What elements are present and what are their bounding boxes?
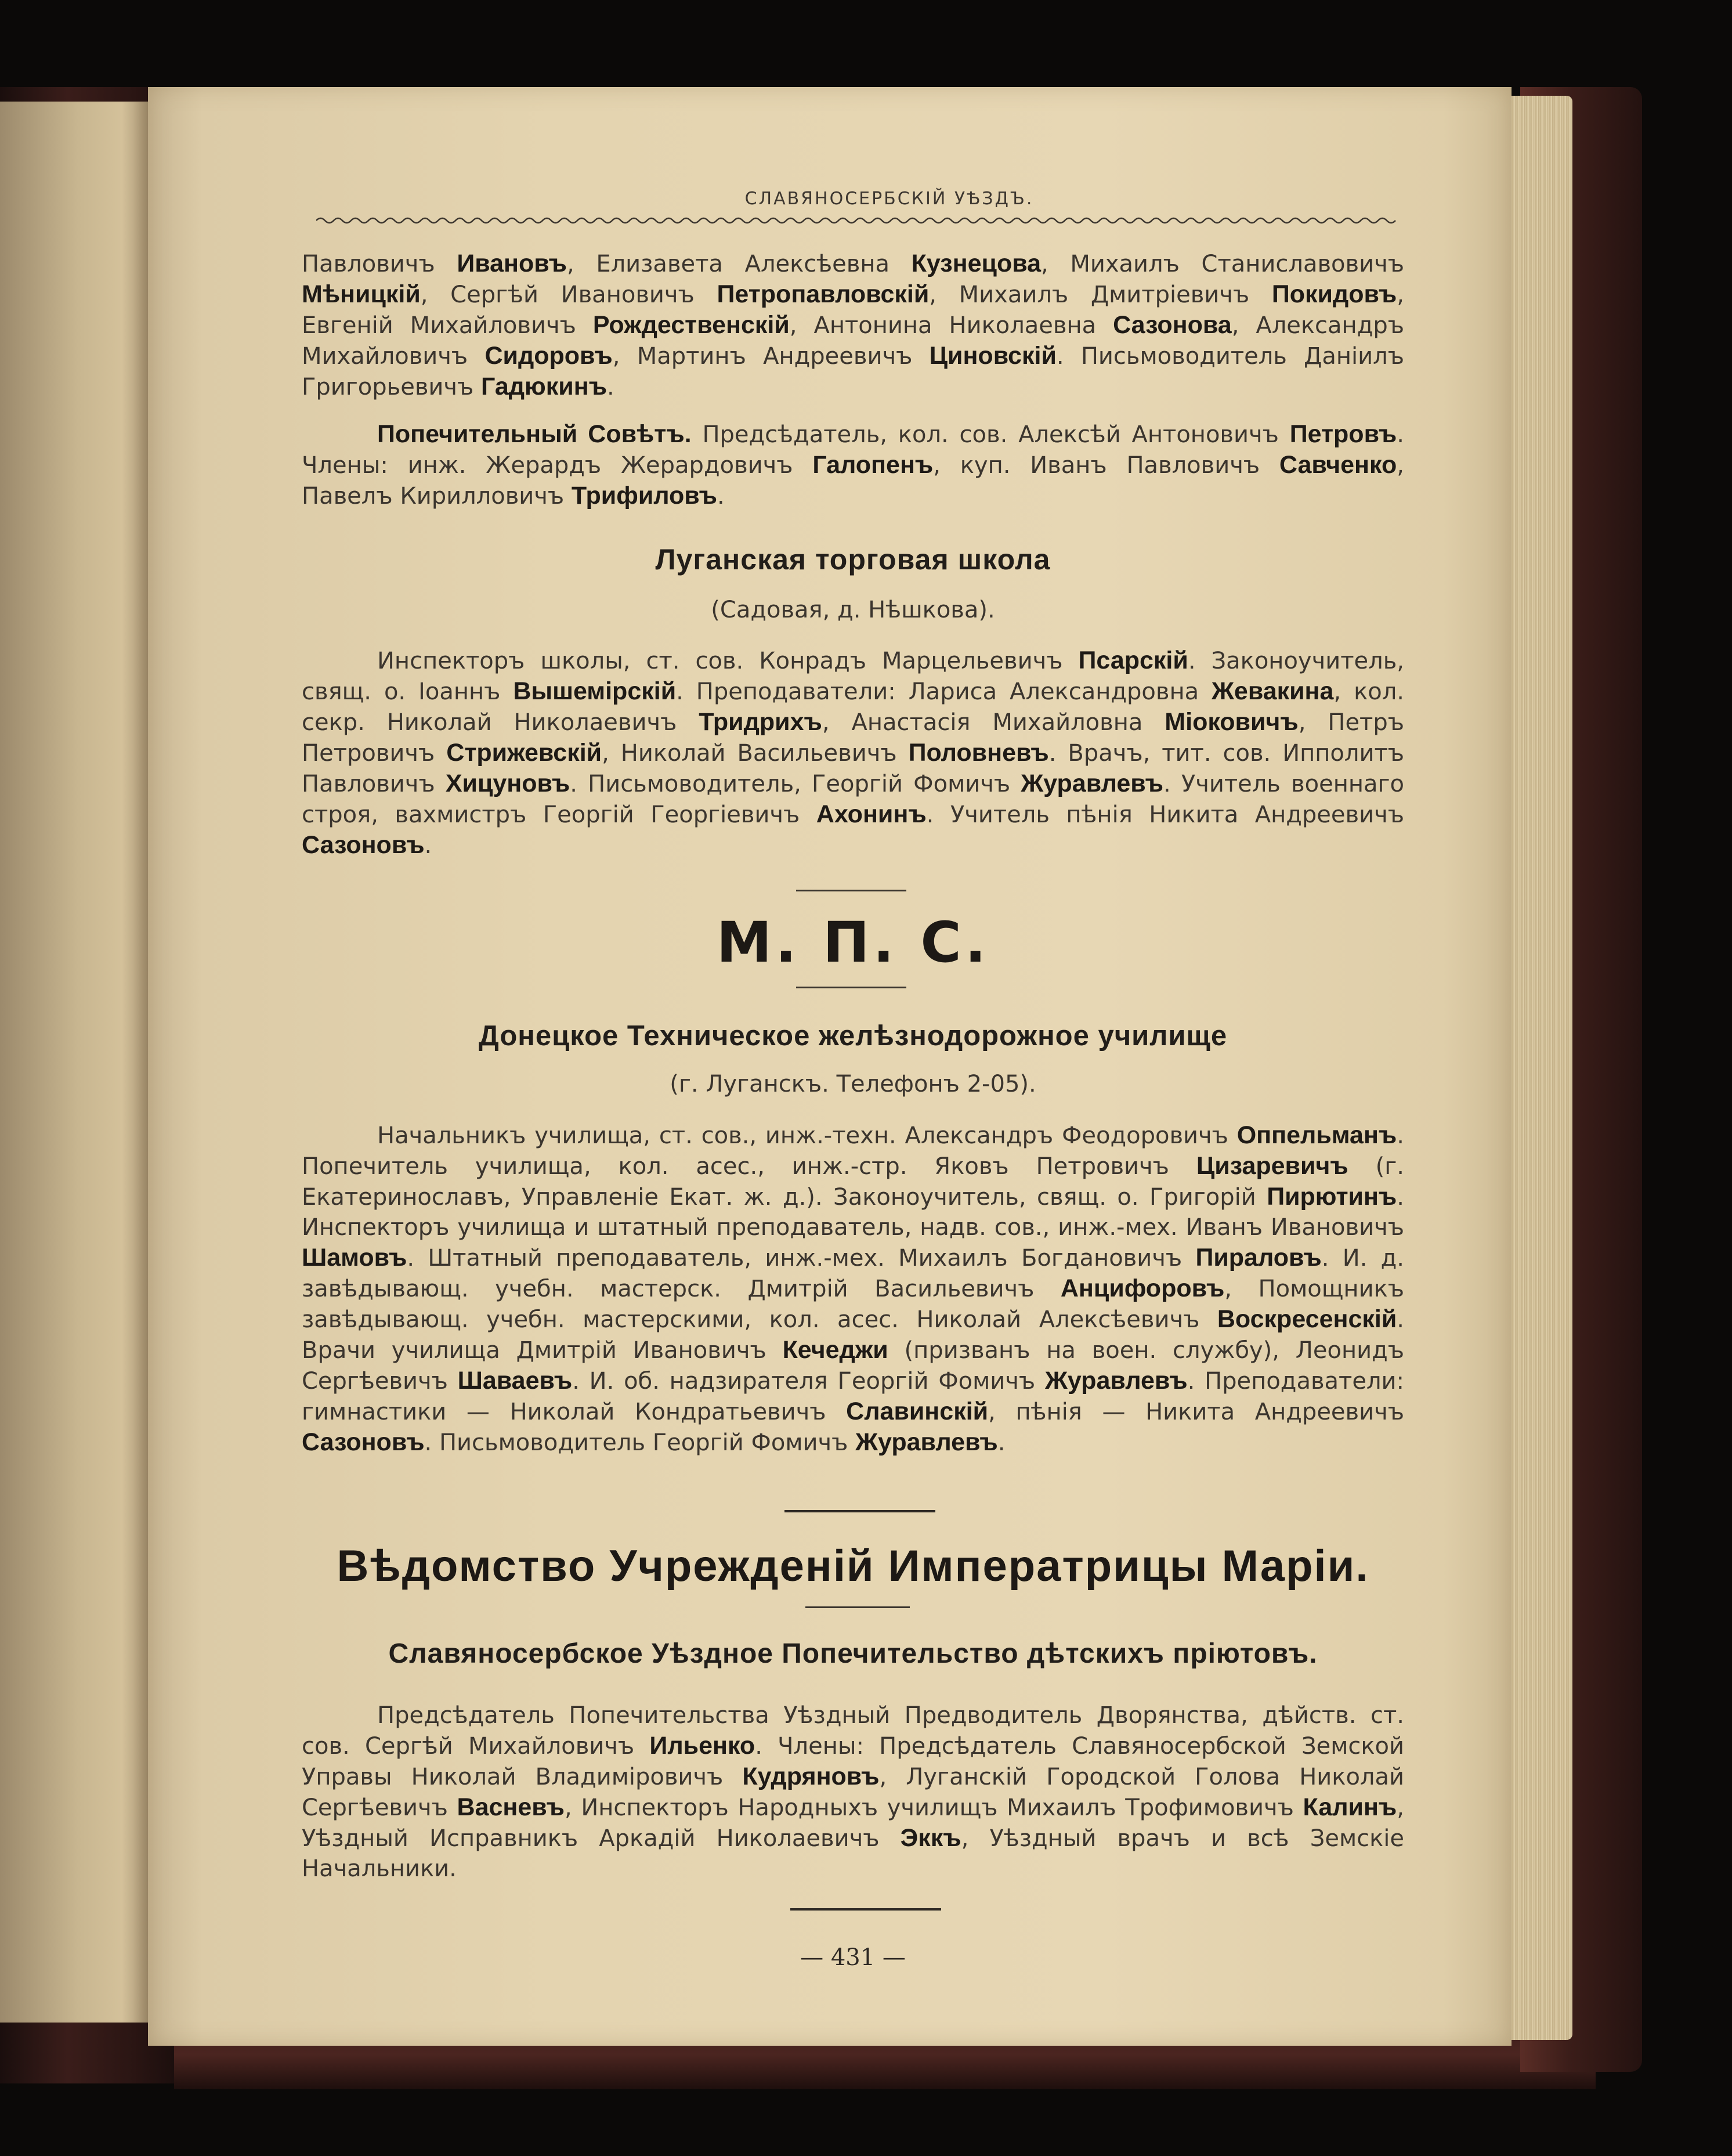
paragraph-railway-school-staff [302, 1120, 1404, 1458]
bold-name: Ивановъ [457, 250, 567, 277]
bold-name: Рождественскій [592, 311, 790, 339]
paragraph-board-of-trustees [302, 419, 1404, 511]
bold-name: Стрижевскій [446, 739, 602, 767]
bold-name: Ильенко [649, 1732, 755, 1760]
text-run: . И. об. надзирателя Георгій Фомичъ [572, 1368, 1045, 1395]
bold-name: Кудряновъ [742, 1763, 880, 1790]
text-run: . Письмоводитель Георгій Фомичъ [424, 1429, 856, 1456]
text-run: , Уѣздный Исправникъ Аркадій Николаевичъ [302, 1794, 1404, 1852]
bold-name: Воскресенскій [1217, 1305, 1397, 1333]
bold-name: Пираловъ [1195, 1244, 1322, 1272]
school-address-lugansk-trade: (Садовая, д. Нѣшкова). [711, 597, 995, 623]
text-run: Предсѣдатель, кол. сов. Алексѣй Антоновичъ [691, 421, 1290, 448]
section-divider [796, 987, 906, 988]
school-address-donetsk-railway: (г. Луганскъ. Телефонъ 2-05). [670, 1071, 1036, 1097]
department-title: Вѣдомство Учрежденій Императрицы Маріи. [337, 1541, 1369, 1591]
department-subtitle: Славяносербское Уѣздное Попечительство дѣтскихъ пріютовъ. [388, 1638, 1318, 1669]
paragraph-trade-school-staff [302, 645, 1404, 861]
bold-name: Савченко [1279, 451, 1397, 479]
text-run: , Луганскій Городской Голова Николай Сергѣевичъ [302, 1764, 1404, 1821]
text-run: . Письмоводитель Даніилъ Григорьевичъ [302, 343, 1404, 400]
bold-name: Жевакина [1212, 677, 1334, 705]
text-run: Инспекторъ школы, ст. сов. Конрадъ Марцельевичъ [377, 648, 1079, 674]
text-run: , Михаилъ Дмитріевичъ [929, 281, 1272, 308]
text-run: . Учитель пѣнія Никита Андреевичъ [926, 801, 1404, 828]
bold-name: Цизаревичъ [1196, 1152, 1348, 1180]
bold-name: Вышемірскій [513, 677, 677, 705]
text-run: , Петръ Петровичъ [302, 709, 1405, 767]
text-run: . Преподаватели: гимнастики — Николай Кондратьевичъ [302, 1368, 1404, 1425]
bold-name: Славинскій [846, 1397, 989, 1425]
text-run: . Учитель военнаго строя, вахмистръ Георгій Георгіевичъ [302, 771, 1404, 828]
bold-name: Хицуновъ [445, 770, 570, 797]
bold-name: Псарскій [1078, 647, 1188, 674]
bold-name: Мѣницкій [302, 280, 421, 308]
text-run: Павловичъ [302, 251, 457, 277]
bold-name: Калинъ [1303, 1793, 1397, 1821]
section-divider [784, 1510, 935, 1512]
bold-name: Оппельманъ [1236, 1121, 1397, 1149]
text-run: (г. Екатеринославъ, Управленіе Екат. ж. д.). Законоучитель, свящ. о. Григорій [302, 1153, 1404, 1211]
text-run: , Александръ Михайловичъ [302, 312, 1405, 370]
text-run: . Врачи училища Дмитрій Ивановичъ [302, 1306, 1404, 1364]
text-run: . [717, 483, 725, 510]
bold-name: Половневъ [908, 739, 1049, 767]
header-wave-rule [316, 216, 1401, 225]
school-title-donetsk-railway: Донецкое Техническое желѣзнодорожное училище [478, 1020, 1228, 1052]
bold-name: Міоковичъ [1165, 708, 1299, 736]
school-title-lugansk-trade: Луганская торговая школа [655, 543, 1051, 576]
running-head: СЛАВЯНОСЕРБСКІЙ УѢЗДЪ. [744, 189, 1034, 209]
bold-name: Журавлевъ [1044, 1367, 1188, 1395]
bold-name: Журавлевъ [855, 1428, 998, 1456]
bold-name: Петропавловскій [717, 280, 930, 308]
text-run: . Члены: Предсѣдатель Славяносербской Земской Управы Николай Владиміровичъ [302, 1733, 1405, 1790]
text-run: . И. д. завѣдывающ. учебн. мастерск. Дмитрій Васильевичъ [302, 1245, 1404, 1302]
bold-name: Эккъ [900, 1824, 961, 1852]
text-run: , Мартинъ Андреевичъ [612, 343, 930, 370]
bold-name: Попечительный Совѣтъ. [377, 420, 692, 448]
text-run: , Уѣздный врачъ и всѣ Земскіе Начальники. [302, 1825, 1404, 1882]
text-run: . [997, 1429, 1006, 1456]
text-run: . Преподаватели: Лариса Александровна [676, 678, 1212, 705]
text-run: . Письмоводитель, Георгій Фомичъ [570, 771, 1021, 797]
bold-name: Пирютинъ [1267, 1183, 1397, 1211]
bold-name: Сазоновъ [302, 831, 425, 859]
bold-name: Сидоровъ [484, 342, 613, 370]
bold-name: Ахонинъ [816, 800, 927, 828]
bold-name: Сазоновъ [302, 1428, 425, 1456]
paragraph-orphanage-board [302, 1700, 1404, 1884]
text-run: , Сергѣй Ивановичъ [420, 281, 717, 308]
text-run: . [607, 374, 614, 400]
bold-name: Галопенъ [812, 451, 934, 479]
text-run: , куп. Иванъ Павловичъ [933, 452, 1279, 479]
text-run: , Михаилъ Станиславовичъ [1041, 251, 1404, 277]
text-run: . Члены: инж. Жерардъ Жерардовичъ [302, 421, 1404, 479]
bold-name: Кузнецова [911, 250, 1041, 277]
bold-name: Гадюкинъ [481, 373, 608, 400]
section-title-mps: М. П. С. [716, 910, 990, 975]
text-run: . Законоучитель, свящ. о. Іоаннъ [302, 648, 1404, 705]
text-run: , кол. секр. Николай Николаевичъ [302, 678, 1405, 736]
paragraph-staff-list [302, 248, 1404, 402]
left-page-edge [0, 102, 157, 2023]
text-run: . Штатный преподаватель, инж.-мех. Михаилъ Богдановичъ [407, 1245, 1196, 1272]
text-run: . Попечитель училища, кол. асес., инж.-стр. Яковъ Петровичъ [302, 1122, 1404, 1180]
bold-name: Трифиловъ [571, 482, 718, 510]
bold-name: Журавлевъ [1021, 770, 1163, 797]
bold-name: Анцифоровъ [1060, 1274, 1225, 1302]
bold-name: Шамовъ [302, 1244, 407, 1272]
text-run: , Павелъ Кирилловичъ [302, 452, 1404, 510]
bold-name: Тридрихъ [699, 708, 822, 736]
bold-name: Шаваевъ [457, 1367, 573, 1395]
text-run: Начальникъ училища, ст. сов., инж.-техн. Александръ Феодоровичъ [377, 1122, 1237, 1149]
bold-name: Циновскій [929, 342, 1057, 370]
text-run: , Анастасія Михайловна [822, 709, 1165, 736]
text-run: , Елизавета Алексѣевна [566, 251, 912, 277]
section-divider [796, 890, 906, 891]
section-divider [790, 1908, 941, 1911]
text-run: , Инспекторъ Народныхъ училищъ Михаилъ Трофимовичъ [565, 1794, 1303, 1821]
page-number: — 431 — [800, 1944, 906, 1971]
text-run: , Николай Васильевичъ [602, 740, 909, 767]
text-run: , пѣнія — Никита Андреевичъ [988, 1399, 1405, 1425]
text-run: . [424, 832, 432, 859]
text-run: . Врачъ, тит. сов. Ипполитъ Павловичъ [302, 740, 1405, 797]
text-run: Предсѣдатель Попечительства Уѣздный Предводитель Дворянства, дѣйств. ст. сов. Сергѣй Михайловичъ [302, 1702, 1404, 1760]
section-divider [805, 1606, 910, 1608]
text-run: , Антонина Николаевна [789, 312, 1113, 339]
text-run: (призванъ на воен. службу), Леонидъ Сергѣевичъ [302, 1337, 1405, 1395]
text-run: , Евгеній Михайловичъ [302, 281, 1404, 339]
bold-name: Васневъ [457, 1793, 565, 1821]
text-run: . Инспекторъ училища и штатный преподаватель, надв. сов., инж.-мех. Иванъ Ивановичъ [302, 1184, 1404, 1241]
text-run: , Помощникъ завѣдывающ. учебн. мастерскими, кол. асес. Николай Алексѣевичъ [302, 1276, 1404, 1333]
bold-name: Петровъ [1289, 420, 1397, 448]
bold-name: Кечеджи [782, 1336, 888, 1364]
bold-name: Сазонова [1113, 311, 1232, 339]
bold-name: Покидовъ [1271, 280, 1397, 308]
